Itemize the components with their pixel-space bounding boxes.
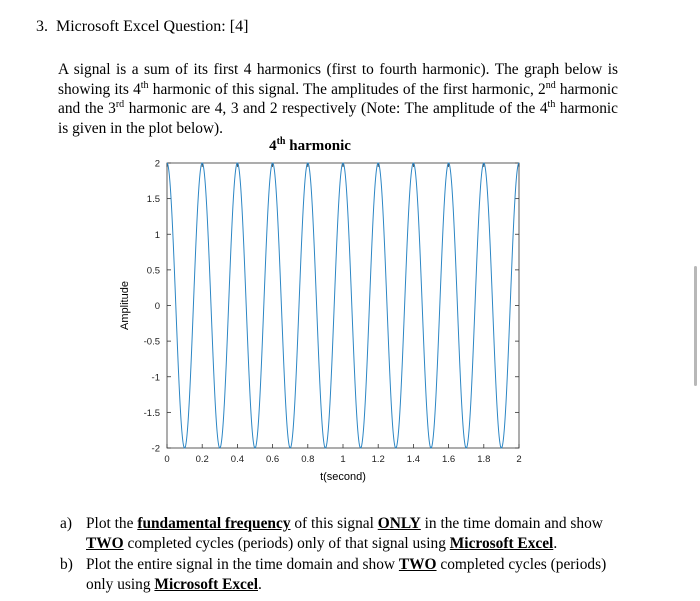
chart-title-main: 4: [269, 138, 277, 154]
intro-sup-2: nd: [545, 79, 556, 91]
intro-text-2: harmonic of this signal. The amplitudes of the first harmonic, 2: [148, 80, 546, 98]
intro-text-5: harmonic is given in the plot below).: [58, 100, 618, 137]
y-tick-label: -0.5: [143, 336, 160, 348]
part-a-u4: Microsoft Excel: [449, 534, 554, 552]
y-tick-label: 1.5: [146, 194, 160, 206]
y-tick-label: 1: [154, 229, 160, 241]
y-tick-label: -1.5: [143, 407, 160, 419]
part-b-u1: TWO: [398, 556, 437, 573]
intro-text-4: harmonic are 4, 3 and 2 respectively (Note: The amplitude of the 4: [124, 100, 548, 117]
part-a-t2: of this signal: [290, 515, 378, 532]
part-a-t3: in the time domain and show: [420, 515, 603, 532]
chart-title-sup: th: [276, 136, 286, 147]
part-a: [60, 514, 620, 553]
part-b-u2: Microsoft Excel: [154, 575, 258, 593]
y-tick-label: -2: [151, 443, 160, 455]
intro-text-3: harmonic and the 3: [58, 80, 618, 117]
part-a-label: a): [60, 515, 72, 532]
x-tick-label: 1: [340, 454, 346, 465]
part-b-t1: Plot the entire signal in the time domain and show: [86, 556, 399, 573]
x-tick-label: 1.8: [477, 454, 491, 465]
part-a-t5: .: [553, 534, 558, 552]
x-tick-label: 1.4: [406, 454, 421, 465]
y-tick-label: 0.5: [146, 265, 160, 277]
x-tick-label: 2: [516, 454, 522, 465]
part-a-text: [86, 514, 620, 553]
part-b: [60, 555, 620, 594]
question-number: 3.: [36, 18, 48, 35]
x-tick-label: 1.2: [371, 454, 385, 465]
plot-box: [167, 163, 519, 448]
part-a-u2: ONLY: [377, 515, 421, 532]
question-parts: [60, 514, 620, 596]
intro-sup-3: rd: [115, 98, 125, 110]
part-a-t4: completed cycles (periods) only of that signal using: [123, 534, 450, 552]
chart-title-rest: harmonic: [285, 138, 351, 154]
x-tick-label: 0.8: [301, 454, 315, 465]
part-a-u1: fundamental frequency: [137, 515, 291, 532]
x-tick-label: 0.2: [195, 454, 209, 465]
question-title: Microsoft Excel Question: [4]: [56, 18, 249, 35]
chart-axes: [167, 163, 519, 448]
y-axis-label: Amplitude: [119, 281, 131, 330]
y-tick-label: 2: [154, 158, 160, 170]
x-tick-label: 0.4: [230, 454, 245, 465]
scrollbar-thumb[interactable]: [694, 266, 697, 386]
x-tick-label: 1.6: [441, 454, 456, 465]
intro-text-1: A signal is a sum of its first 4 harmonics (first to fourth harmonic). The graph below is showing its 4: [58, 61, 618, 98]
part-b-t2: completed cycles (periods) only using: [86, 556, 607, 593]
part-a-u3: TWO: [86, 534, 124, 552]
x-tick-label: 0: [164, 454, 170, 465]
y-tick-label: 0: [154, 301, 160, 312]
intro-sup-1: th: [140, 79, 149, 91]
y-tick-label: -1: [151, 372, 160, 384]
x-axis-label: t(second): [320, 471, 366, 483]
part-a-t1: Plot the: [86, 515, 138, 532]
part-b-text: [86, 555, 620, 594]
part-b-label: b): [60, 556, 73, 573]
part-b-t3: .: [258, 575, 262, 593]
intro-sup-4: th: [547, 98, 556, 110]
x-tick-label: 0.6: [265, 454, 280, 465]
